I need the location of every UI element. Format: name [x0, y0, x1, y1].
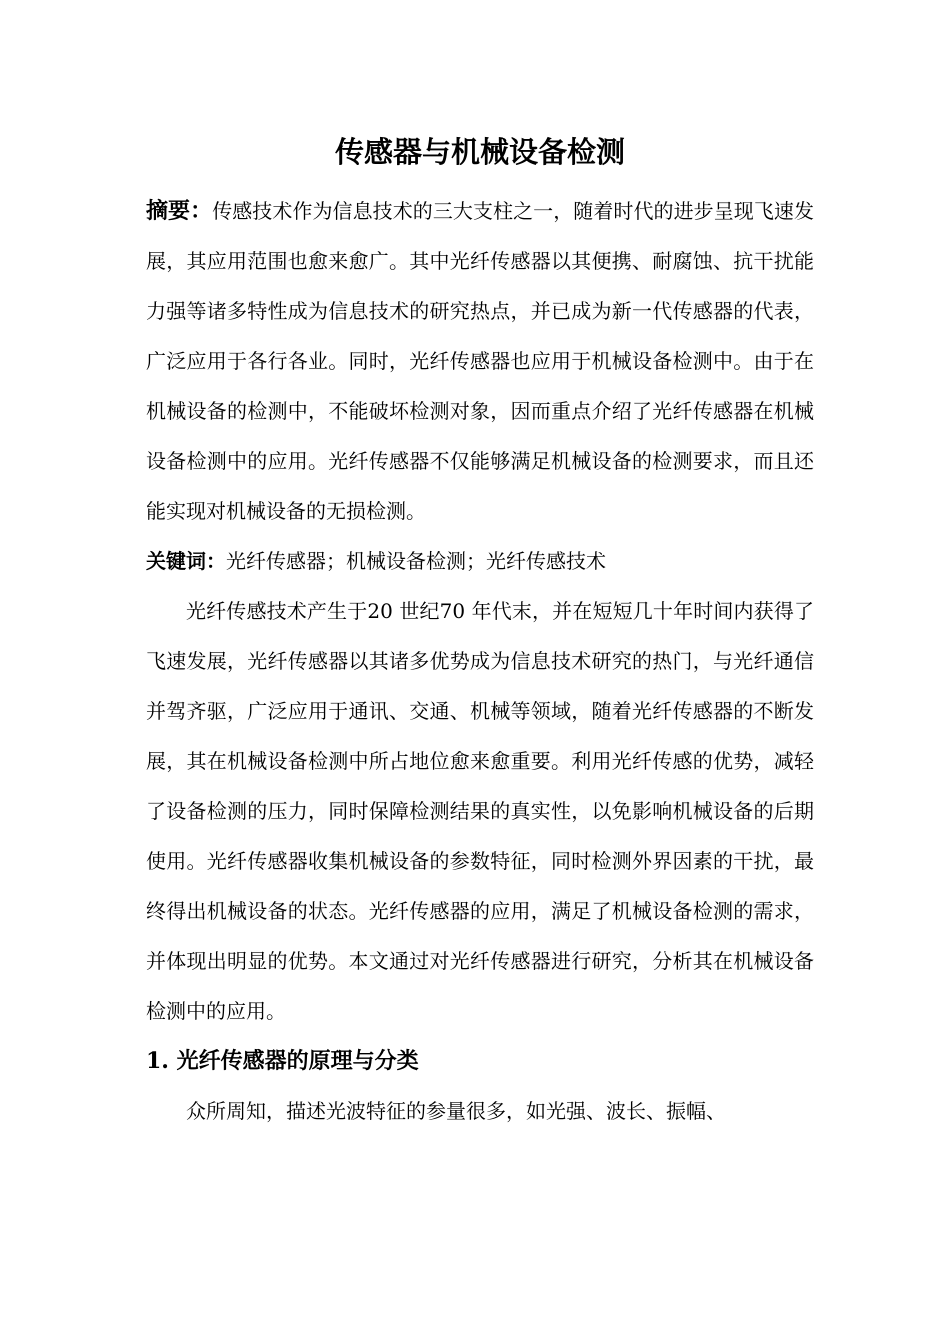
- abstract-text: 传感技术作为信息技术的三大支柱之一，随着时代的进步呈现飞速发展，其应用范围也愈来愈广。其中光纤传感器以其便携、耐腐蚀、抗干扰能力强等诸多特性成为信息技术的研究热点，并已成为新一代传感器的代表，广泛应用于各行各业。同时，光纤传感器也应用于机械设备检测中。由于在机械设备的检测中，不能破坏检测对象，因而重点介绍了光纤传感器在机械设备检测中的应用。光纤传感器不仅能够满足机械设备的检测要求，而且还能实现对机械设备的无损检测。: [146, 199, 814, 523]
- section-1-paragraph: 众所周知，描述光波特征的参量很多，如光强、波长、振幅、: [186, 1099, 726, 1123]
- keywords-paragraph: [146, 536, 814, 586]
- intro-paragraph: 光纤传感技术产生于20 世纪70 年代末，并在短短几十年时间内获得了飞速发展，光纤传感器以其诸多优势成为信息技术研究的热门，与光纤通信并驾齐驱，广泛应用于通讯、交通、机械等领域，随着光纤传感器的不断发展，其在机械设备检测中所占地位愈来愈重要。利用光纤传感的优势，减轻了设备检测的压力，同时保障检测结果的真实性，以免影响机械设备的后期使用。光纤传感器收集机械设备的参数特征，同时检测外界因素的干扰，最终得出机械设备的状态。光纤传感器的应用，满足了机械设备检测的需求，并体现出明显的优势。本文通过对光纤传感器进行研究，分析其在机械设备检测中的应用。: [146, 599, 814, 1023]
- section-1-heading: 1. 光纤传感器的原理与分类: [146, 1048, 419, 1074]
- keywords-text: 光纤传感器；机械设备检测；光纤传感技术: [226, 549, 606, 573]
- document-body: [146, 128, 814, 1136]
- abstract-paragraph: [146, 186, 814, 536]
- abstract-label: 摘要：: [146, 198, 213, 224]
- keywords-label: 关键词：: [146, 549, 226, 573]
- document-title: 传感器与机械设备检测: [334, 135, 625, 169]
